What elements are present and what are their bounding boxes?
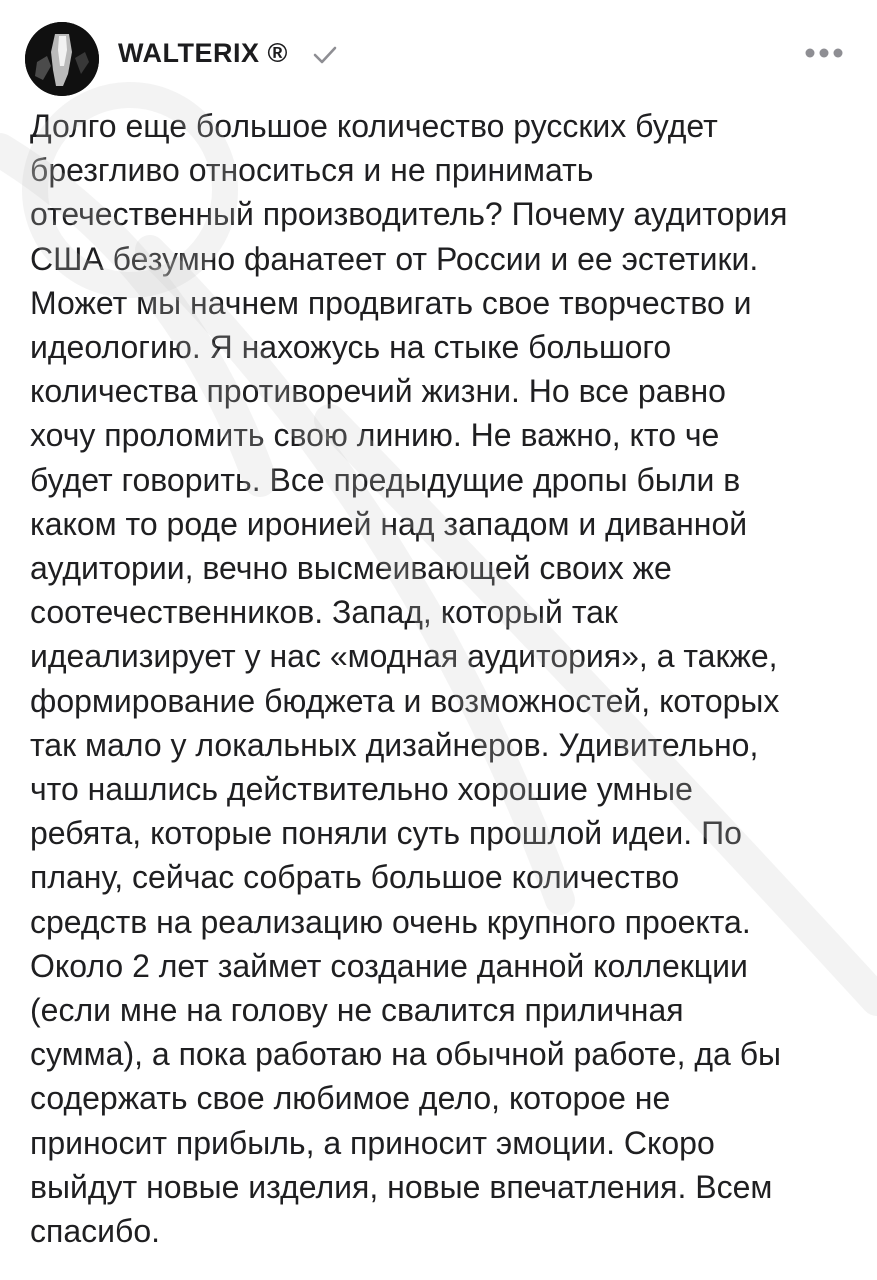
post-text-line: США безумно фанатеет от России и ее эстетики.: [30, 240, 759, 277]
avatar[interactable]: [25, 22, 99, 96]
post-text-line: Может мы начнем продвигать свое творчество и: [30, 284, 752, 321]
post-text-line: отечественный производитель? Почему аудитория: [30, 196, 788, 233]
post-text-line: идеализирует у нас «модная аудитория», а также,: [30, 638, 778, 675]
post-text-line: хочу проломить свою линию. Не важно, кто че: [30, 417, 720, 454]
checkmark-icon: [312, 44, 338, 66]
post-text-line: сумма), а пока работаю на обычной работе, да бы: [30, 1036, 782, 1073]
post-text-line: (если мне на голову не свалится приличная: [30, 992, 684, 1029]
post-text-line: приносит прибыль, а приносит эмоции. Скоро: [30, 1124, 715, 1161]
post-text-line: брезгливо относиться и не принимать: [30, 152, 594, 189]
post-text-line: соотечественников. Запад, который так: [30, 594, 618, 631]
post-text-line: плану, сейчас собрать большое количество: [30, 859, 680, 896]
post-text-line: выйдут новые изделия, новые впечатления. Всем: [30, 1168, 773, 1205]
post-header: [0, 0, 877, 110]
post-text-line: каком то роде иронией над западом и диванной: [30, 505, 748, 542]
post-text-line: ребята, которые поняли суть прошлой идеи. По: [30, 815, 742, 852]
more-horizontal-icon[interactable]: [804, 46, 844, 60]
post-text-line: аудитории, вечно высмеивающей своих же: [30, 550, 672, 587]
post-body-text: [30, 104, 860, 1253]
post-text-line: количества противоречий жизни. Но все равно: [30, 373, 726, 410]
author-username[interactable]: WALTERIX ®: [118, 38, 288, 68]
post-text-line: Около 2 лет займет создание данной коллекции: [30, 947, 748, 984]
post-text-line: так мало у локальных дизайнеров. Удивительно,: [30, 726, 759, 763]
post-text-line: содержать свое любимое дело, которое не: [30, 1080, 671, 1117]
post-text-line: идеологию. Я нахожусь на стыке большого: [30, 329, 672, 366]
avatar-photo-icon: [25, 22, 99, 96]
post-text-line: что нашлись действительно хорошие умные: [30, 771, 693, 808]
post-text-line: формирование бюджета и возможностей, которых: [30, 682, 780, 719]
post-text-line: Долго еще большое количество русских будет: [30, 108, 718, 144]
post-text-line: будет говорить. Все предыдущие дропы были в: [30, 461, 741, 498]
post-text-line: средств на реализацию очень крупного проекта.: [30, 903, 751, 940]
post-text-line: спасибо.: [30, 1213, 161, 1250]
